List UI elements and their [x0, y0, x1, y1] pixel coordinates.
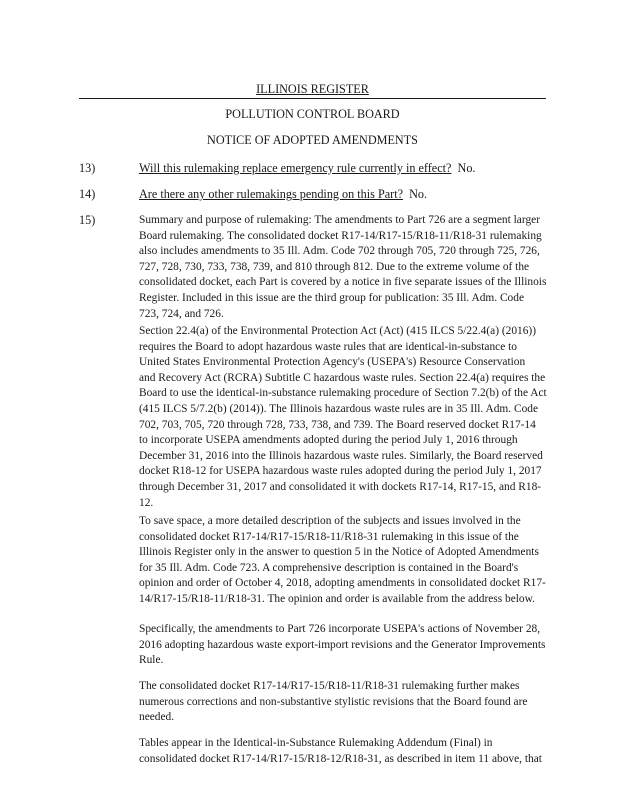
- text-line: (415 ILCS 5/7.2(b) (2014)). The Illinois hazardous waste rules are in 35 Ill. Adm. Code: [139, 402, 539, 415]
- register-title: ILLINOIS REGISTER: [256, 82, 369, 96]
- text-line: opinion and order of October 4, 2018, adopting amendments in consolidated docket R17-: [139, 577, 546, 590]
- tables-paragraph: [139, 736, 549, 767]
- text-line: The consolidated docket R17-14/R17-15/R18-11/R18-31 rulemaking further makes: [139, 680, 520, 692]
- item-answer: No.: [409, 187, 428, 201]
- text-line: docket R18-12 for USEPA hazardous waste rules adopted during the period July 1, 2017: [139, 465, 542, 478]
- text-line: to incorporate USEPA amendments adopted during the period July 1, 2016 through: [139, 434, 518, 447]
- text-line: Summary and purpose of rulemaking: The amendments to Part 726 are a segment larger: [139, 214, 540, 226]
- text-line: Board rulemaking. The consolidated docket R17-14/R17-15/R18-11/R18-31 rulemaking: [139, 229, 542, 242]
- board-name: POLLUTION CONTROL BOARD: [225, 107, 400, 121]
- text-line: consolidated docket, each Part is covered by a notice in five separate issues of the Illinois: [139, 276, 547, 289]
- item-question-line: [139, 161, 475, 176]
- text-line: 723, 724, and 726.: [139, 307, 224, 320]
- text-line: 702, 703, 705, 720 through 728, 733, 738, and 739. The Board reserved docket R17-14: [139, 418, 536, 431]
- corrections-paragraph: [139, 679, 549, 726]
- text-line: for 35 Ill. Adm. Code 723. A comprehensive description is contained in the Board's: [139, 561, 519, 574]
- text-line: consolidated docket R17-14/R17-15/R18-11/R18-31 rulemaking in this issue of the: [139, 530, 519, 543]
- item-number: 13): [79, 161, 96, 175]
- text-line: numerous corrections and non-substantive stylistic revisions that the Board found are: [139, 695, 528, 708]
- text-line: Specifically, the amendments to Part 726 incorporate USEPA's actions of November 28,: [139, 623, 541, 635]
- item-question: Will this rulemaking replace emergency rule currently in effect?: [139, 161, 452, 175]
- text-line: 12.: [139, 496, 154, 509]
- text-line: and Recovery Act (RCRA) Subtitle C hazardous waste rules. Section 22.4(a) requires the: [139, 371, 546, 384]
- item-question-line: [139, 187, 427, 202]
- text-line: Tables appear in the Identical-in-Substance Rulemaking Addendum (Final) in: [139, 737, 493, 749]
- specifically-paragraph: [139, 622, 549, 669]
- detail-paragraph: [139, 514, 549, 608]
- section-22-paragraph: [139, 324, 549, 511]
- text-line: 2016 adopting hazardous waste export-import revisions and the Generator Improvements: [139, 638, 546, 651]
- register-header: [79, 82, 546, 99]
- text-line: Board to use the identical-in-substance rulemaking procedure of Section 7.2(b) of the Act: [139, 387, 547, 400]
- text-line: To save space, a more detailed description of the subjects and issues involved in the: [139, 515, 521, 527]
- text-line: United States Environmental Protection Agency's (USEPA's) Resource Conservation: [139, 356, 526, 369]
- item-number: 14): [79, 187, 96, 201]
- text-line: 727, 728, 730, 733, 738, 739, and 810 through 812. Due to the extreme volume of the: [139, 260, 530, 273]
- item-question: Are there any other rulemakings pending on this Part?: [139, 187, 403, 201]
- text-line: 14/R17-15/R18-11/R18-31. The opinion and order is available from the address below.: [139, 592, 535, 605]
- text-line: needed.: [139, 711, 175, 724]
- text-line: Register. Included in this issue are the third group for publication: 35 Ill. Adm. Code: [139, 291, 525, 304]
- item-number: 15): [79, 213, 96, 227]
- item-answer: No.: [457, 161, 476, 175]
- text-line: also includes amendments to 35 Ill. Adm. Code 702 through 705, 720 through 725, 726,: [139, 245, 540, 258]
- notice-title: NOTICE OF ADOPTED AMENDMENTS: [207, 133, 418, 147]
- text-line: requires the Board to adopt hazardous waste rules that are identical-in-substance to: [139, 340, 517, 353]
- text-line: consolidated docket R17-14/R17-15/R18-12/R18-31, as described in item 11 above, that: [139, 752, 542, 765]
- summary-paragraph: [139, 213, 549, 322]
- text-line: Section 22.4(a) of the Environmental Protection Act (Act) (415 ILCS 5/22.4(a) (2016)): [139, 325, 536, 337]
- text-line: through December 31, 2017 and consolidated it with dockets R17-14, R17-15, and R18-: [139, 480, 542, 493]
- text-line: Rule.: [139, 654, 164, 667]
- text-line: December 31, 2016 into the Illinois hazardous waste rules. Similarly, the Board reserved: [139, 449, 543, 462]
- text-line: Illinois Register only in the answer to question 5 in the Notice of Adopted Amendments: [139, 546, 539, 559]
